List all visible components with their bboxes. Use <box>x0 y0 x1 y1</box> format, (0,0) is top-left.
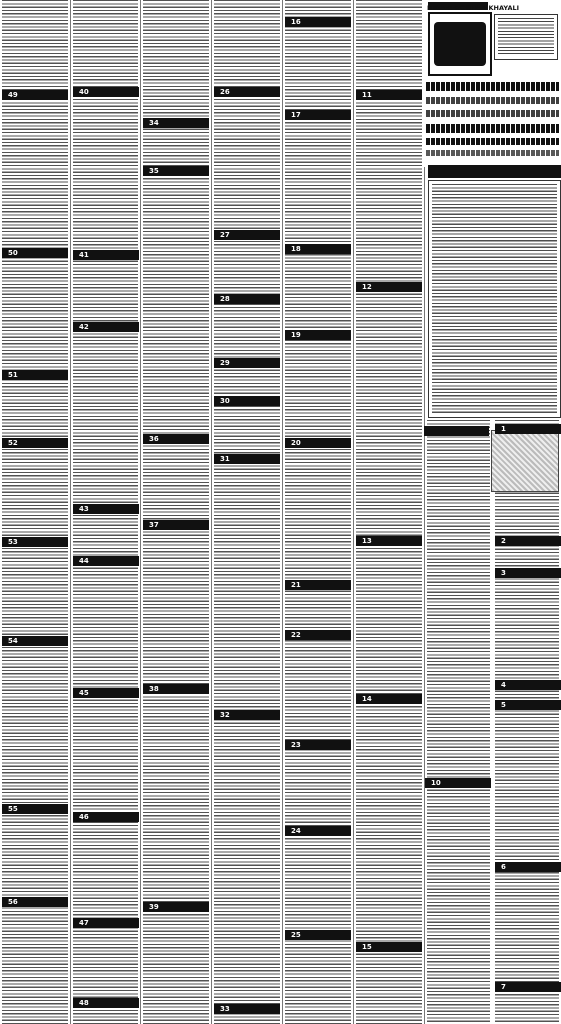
section-header <box>2 537 68 547</box>
section-number: 54 <box>8 637 18 645</box>
section-banner <box>424 426 489 436</box>
correspondent-line <box>426 150 559 156</box>
section-number: 17 <box>291 111 301 119</box>
section-number: 43 <box>79 505 89 513</box>
section-number: 45 <box>79 689 89 697</box>
section-header <box>143 166 209 176</box>
section-number: 38 <box>149 685 159 693</box>
section-number: 25 <box>291 931 301 939</box>
section-number: 1 <box>501 425 506 433</box>
section-number: 3 <box>501 569 506 577</box>
column-1 <box>0 0 70 1024</box>
section-header <box>214 454 280 464</box>
section-header <box>2 90 68 100</box>
section-number: 14 <box>362 695 372 703</box>
section-number: 16 <box>291 18 301 26</box>
column-8 <box>493 420 561 1024</box>
editor-subline <box>426 110 559 117</box>
section-header <box>73 556 139 566</box>
section-number: 50 <box>8 249 18 257</box>
section-header <box>2 804 68 814</box>
section-number: 44 <box>79 557 89 565</box>
section-header <box>73 998 139 1008</box>
section-header <box>2 636 68 646</box>
section-header <box>143 434 209 444</box>
column-5 <box>283 0 353 1024</box>
section-header <box>356 694 422 704</box>
section-header <box>214 710 280 720</box>
section-number: 21 <box>291 581 301 589</box>
section-header <box>285 740 351 750</box>
section-number: 24 <box>291 827 301 835</box>
section-number: 6 <box>501 863 506 871</box>
section-header <box>2 248 68 258</box>
section-header <box>214 87 280 97</box>
section-header <box>285 630 351 640</box>
article-photo <box>491 430 559 492</box>
section-header <box>143 902 209 912</box>
section-number: 56 <box>8 898 18 906</box>
section-number: 19 <box>291 331 301 339</box>
column-3 <box>141 0 211 1024</box>
section-header <box>73 688 139 698</box>
section-header <box>143 118 209 128</box>
section-number: 35 <box>149 167 159 175</box>
section-number: 42 <box>79 323 89 331</box>
section-number: 10 <box>431 779 441 787</box>
section-number: 30 <box>220 397 230 405</box>
info-box <box>494 14 558 60</box>
section-header <box>495 680 561 690</box>
newspaper-logo <box>428 12 492 76</box>
section-header <box>214 294 280 304</box>
section-number: 49 <box>8 91 18 99</box>
section-number: 33 <box>220 1005 230 1013</box>
section-header <box>285 438 351 448</box>
section-number: 7 <box>501 983 506 991</box>
section-header <box>73 322 139 332</box>
section-number: 46 <box>79 813 89 821</box>
section-number: 47 <box>79 919 89 927</box>
section-header <box>356 90 422 100</box>
section-number: 22 <box>291 631 301 639</box>
bureau-line <box>426 138 559 145</box>
section-number: 29 <box>220 359 230 367</box>
section-header <box>495 536 561 546</box>
section-header <box>214 358 280 368</box>
section-number: 31 <box>220 455 230 463</box>
section-header <box>285 930 351 940</box>
section-number: 13 <box>362 537 372 545</box>
section-header <box>495 568 561 578</box>
section-number: 26 <box>220 88 230 96</box>
column-4 <box>212 0 282 1024</box>
section-number: 18 <box>291 245 301 253</box>
section-number: 4 <box>501 681 506 689</box>
section-number: 36 <box>149 435 159 443</box>
section-header <box>214 396 280 406</box>
section-header <box>214 230 280 240</box>
section-header <box>2 438 68 448</box>
section-number: 28 <box>220 295 230 303</box>
section-number: 52 <box>8 439 18 447</box>
section-header <box>143 684 209 694</box>
column-6 <box>354 0 424 1024</box>
section-header <box>356 942 422 952</box>
section-number: 51 <box>8 371 18 379</box>
editor-subline <box>426 97 559 104</box>
section-number: 34 <box>149 119 159 127</box>
section-header <box>495 982 561 992</box>
headline-banner <box>428 165 561 178</box>
section-number: 37 <box>149 521 159 529</box>
section-header <box>285 17 351 27</box>
section-header <box>214 1004 280 1014</box>
english-title: NIDA-E-ROSHAN KHAYALI <box>427 4 520 12</box>
column-7 <box>425 420 492 1024</box>
section-header <box>2 897 68 907</box>
section-header <box>73 504 139 514</box>
section-header <box>143 520 209 530</box>
section-number: 5 <box>501 701 506 709</box>
section-number: 27 <box>220 231 230 239</box>
section-header <box>285 330 351 340</box>
section-header <box>495 424 561 434</box>
section-header <box>285 110 351 120</box>
section-number: 2 <box>501 537 506 545</box>
section-number: 40 <box>79 88 89 96</box>
section-header <box>495 700 561 710</box>
chief-editor-line <box>426 124 559 133</box>
section-header <box>73 812 139 822</box>
section-number: 15 <box>362 943 372 951</box>
section-number: 11 <box>362 91 372 99</box>
section-number: 20 <box>291 439 301 447</box>
section-header <box>425 778 491 788</box>
section-number: 53 <box>8 538 18 546</box>
masthead <box>424 0 561 167</box>
section-header <box>356 536 422 546</box>
section-header <box>285 244 351 254</box>
section-header <box>2 370 68 380</box>
section-header <box>73 87 139 97</box>
section-number: 23 <box>291 741 301 749</box>
section-number: 12 <box>362 283 372 291</box>
section-number: 32 <box>220 711 230 719</box>
section-header <box>73 918 139 928</box>
editor-line <box>426 82 559 91</box>
section-header <box>73 250 139 260</box>
section-number: 39 <box>149 903 159 911</box>
section-header <box>285 580 351 590</box>
section-number: 55 <box>8 805 18 813</box>
lead-article <box>428 180 561 418</box>
section-header <box>356 282 422 292</box>
section-number: 41 <box>79 251 89 259</box>
section-header <box>285 826 351 836</box>
section-number: 48 <box>79 999 89 1007</box>
section-header <box>495 862 561 872</box>
